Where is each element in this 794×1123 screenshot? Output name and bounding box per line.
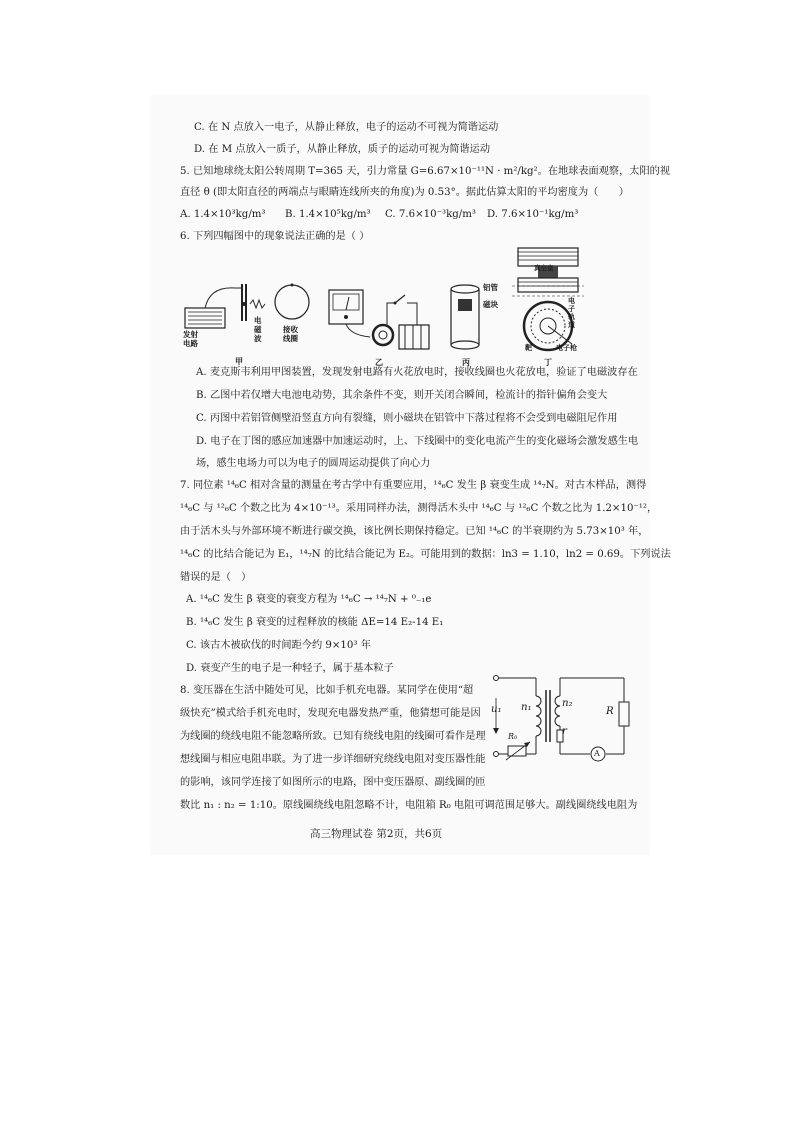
fig-ding-vacuum-label: 真空室: [534, 264, 554, 272]
fig-ding-orbit-label1: 电: [568, 296, 575, 305]
q4-option-d: D. 在 M 点放入一质子，从静止释放，质子的运动可视为简谐运动: [194, 144, 491, 155]
circuit-label-u1: u₁: [491, 704, 502, 715]
q5-stem-line1: 5. 已知地球绕太阳公转周期 T=365 天，引力常量 G=6.67×10⁻¹¹N · m²/kg²。在地球表面观察，太阳的视: [180, 166, 671, 177]
fig-jia-recv1: 接收: [283, 325, 298, 334]
figure-caption-bing: 丙: [462, 357, 470, 367]
circuit-label-r: r: [562, 726, 567, 737]
fig-ding-orbit-label3: 轨: [568, 312, 575, 321]
figure-bing: [447, 283, 497, 353]
q8-stem-line3: 为线圈的绕线电阻不能忽略所致。已知有绕线电阻的线圈可看作是理: [180, 731, 486, 742]
fig-jia-wave3: 波: [254, 334, 262, 343]
figure-jia: [180, 276, 320, 358]
fig-ding-orbit-label4: 道: [568, 320, 575, 329]
q5-stem-line2: 直径 θ (即太阳直径的两端点与眼睛连线所夹的角度)为 0.53°。据此估算太阳的平均密度为（ ）: [180, 187, 629, 198]
circuit-label-R: R: [606, 706, 614, 717]
figure-caption-jia: 甲: [235, 356, 243, 366]
figure-ding: [512, 244, 592, 356]
circuit-label-R0: R₀: [508, 732, 518, 741]
fig-jia-wave1: 电: [254, 316, 262, 325]
fig-ding-gun-label: 电子枪: [556, 343, 577, 352]
fig-jia-label1: 发射: [183, 330, 198, 339]
q8-stem-line6: 数比 n₁ : n₂ = 1:10。原线圈绕线电阻忽略不计，电阻箱 R₀ 电阻可调范围足够大。副线圈绕线电阻为: [180, 800, 638, 811]
fig-bing-magnet-label: 磁块: [483, 300, 498, 309]
fig-bing-pipe-label: 铝管: [483, 283, 498, 292]
figure-caption-yi: 乙: [375, 357, 383, 367]
circuit-label-n1: n₁: [521, 702, 532, 713]
q6-option-d-line2: 场，感生电场力可以为电子的圆周运动提供了向心力: [196, 458, 431, 469]
q5-option-a: A. 1.4×10³kg/m³: [180, 209, 266, 220]
q7-stem-line1: 7. 同位素 ¹⁴₆C 相对含量的测量在考古学中有重要应用，¹⁴₆C 发生 β 衰变生成 ¹⁴₇N。对古木样品，测得: [180, 480, 647, 491]
q8-stem-line4: 想线圈与相应电阻串联。为了进一步详细研究绕线电阻对变压器性能: [180, 754, 486, 765]
fig-jia-wave2: 磁: [254, 325, 262, 334]
q7-option-c: C. 该古木被砍伐的时间距今约 9×10³ 年: [186, 640, 371, 651]
q4-option-c: C. 在 N 点放入一电子，从静止释放，电子的运动不可视为简谐运动: [194, 122, 499, 133]
q7-stem-line4: ¹⁴₆C 的比结合能记为 E₁，¹⁴₇N 的比结合能记为 E₂。可能用到的数据：ln3 = 1.10，ln2 = 0.69。下列说法: [180, 549, 671, 560]
fig-jia-label2: 电路: [183, 339, 198, 348]
q8-stem-line2: 级快充”模式给手机充电时，发现充电器发热严重，他猜想可能是因: [180, 708, 481, 719]
q8-stem-line1: 8. 变压器在生活中随处可见，比如手机充电器。某同学在使用“超: [180, 685, 474, 696]
fig-jia-recv2: 线圈: [283, 334, 298, 343]
q7-option-a: A. ¹⁴₆C 发生 β 衰变的衰变方程为 ¹⁴₆C → ¹⁴₇N + ⁰₋₁e: [186, 594, 432, 605]
q6-option-d-line1: D. 电子在丁图的感应加速器中加速运动时，上、下线圈中的变化电流产生的变化磁场会激发感生电: [196, 436, 639, 447]
circuit-label-n2: n₂: [562, 698, 573, 709]
q7-stem-line2: ¹⁴₆C 与 ¹²₆C 个数之比为 4×10⁻¹³。采用同样办法，测得活木头中 ¹⁴₆C 与 ¹²₆C 个数之比为 1.2×10⁻¹²，: [180, 503, 658, 514]
q6-option-b: B. 乙图中若仅增大电池电动势，其余条件不变，则开关闭合瞬间，检流计的指针偏角会变大: [196, 390, 608, 401]
page-footer: 高三物理试卷 第2页，共6页: [310, 828, 443, 840]
q7-option-b: B. ¹⁴₆C 发生 β 衰变的过程释放的核能 ΔE=14 E₂-14 E₁: [186, 617, 444, 628]
q6-option-c: C. 丙图中若铝管侧壁沿竖直方向有裂缝，则小磁块在铝管中下落过程将不会受到电磁阻尼作用: [196, 413, 618, 424]
q7-stem-line5: 错误的是（ ）: [180, 572, 252, 583]
q7-stem-line3: 由于活木头与外部环境不断进行碳交换，该比例长期保持稳定。已知 ¹⁴₆C 的半衰期约为 5.73×10³ 年，: [180, 526, 649, 537]
q6-option-a: A. 麦克斯韦利用甲图装置，发现发射电路有火花放电时，接收线圈也火花放电，验证了电磁波存在: [196, 367, 638, 378]
q6-stem: 6. 下列四幅图中的现象说法正确的是（ ）: [180, 231, 370, 242]
fig-ding-target-label: 靶: [525, 343, 532, 352]
q8-stem-line5: 的影响，该同学连接了如图所示的电路，图中变压器原、副线圈的匝: [180, 777, 486, 788]
figure-caption-ding: 丁: [544, 357, 552, 367]
figure-yi: [325, 285, 435, 355]
circuit-label-ammeter: A: [594, 749, 600, 758]
q5-option-d: D. 7.6×10⁻¹kg/m³: [487, 209, 579, 220]
q5-option-c: C. 7.6×10⁻³kg/m³: [385, 209, 476, 220]
q7-option-d: D. 衰变产生的电子是一种轻子，属于基本粒子: [186, 663, 394, 674]
fig-ding-orbit-label2: 子: [568, 304, 575, 313]
q5-option-b: B. 1.4×10⁵kg/m³: [285, 209, 371, 220]
